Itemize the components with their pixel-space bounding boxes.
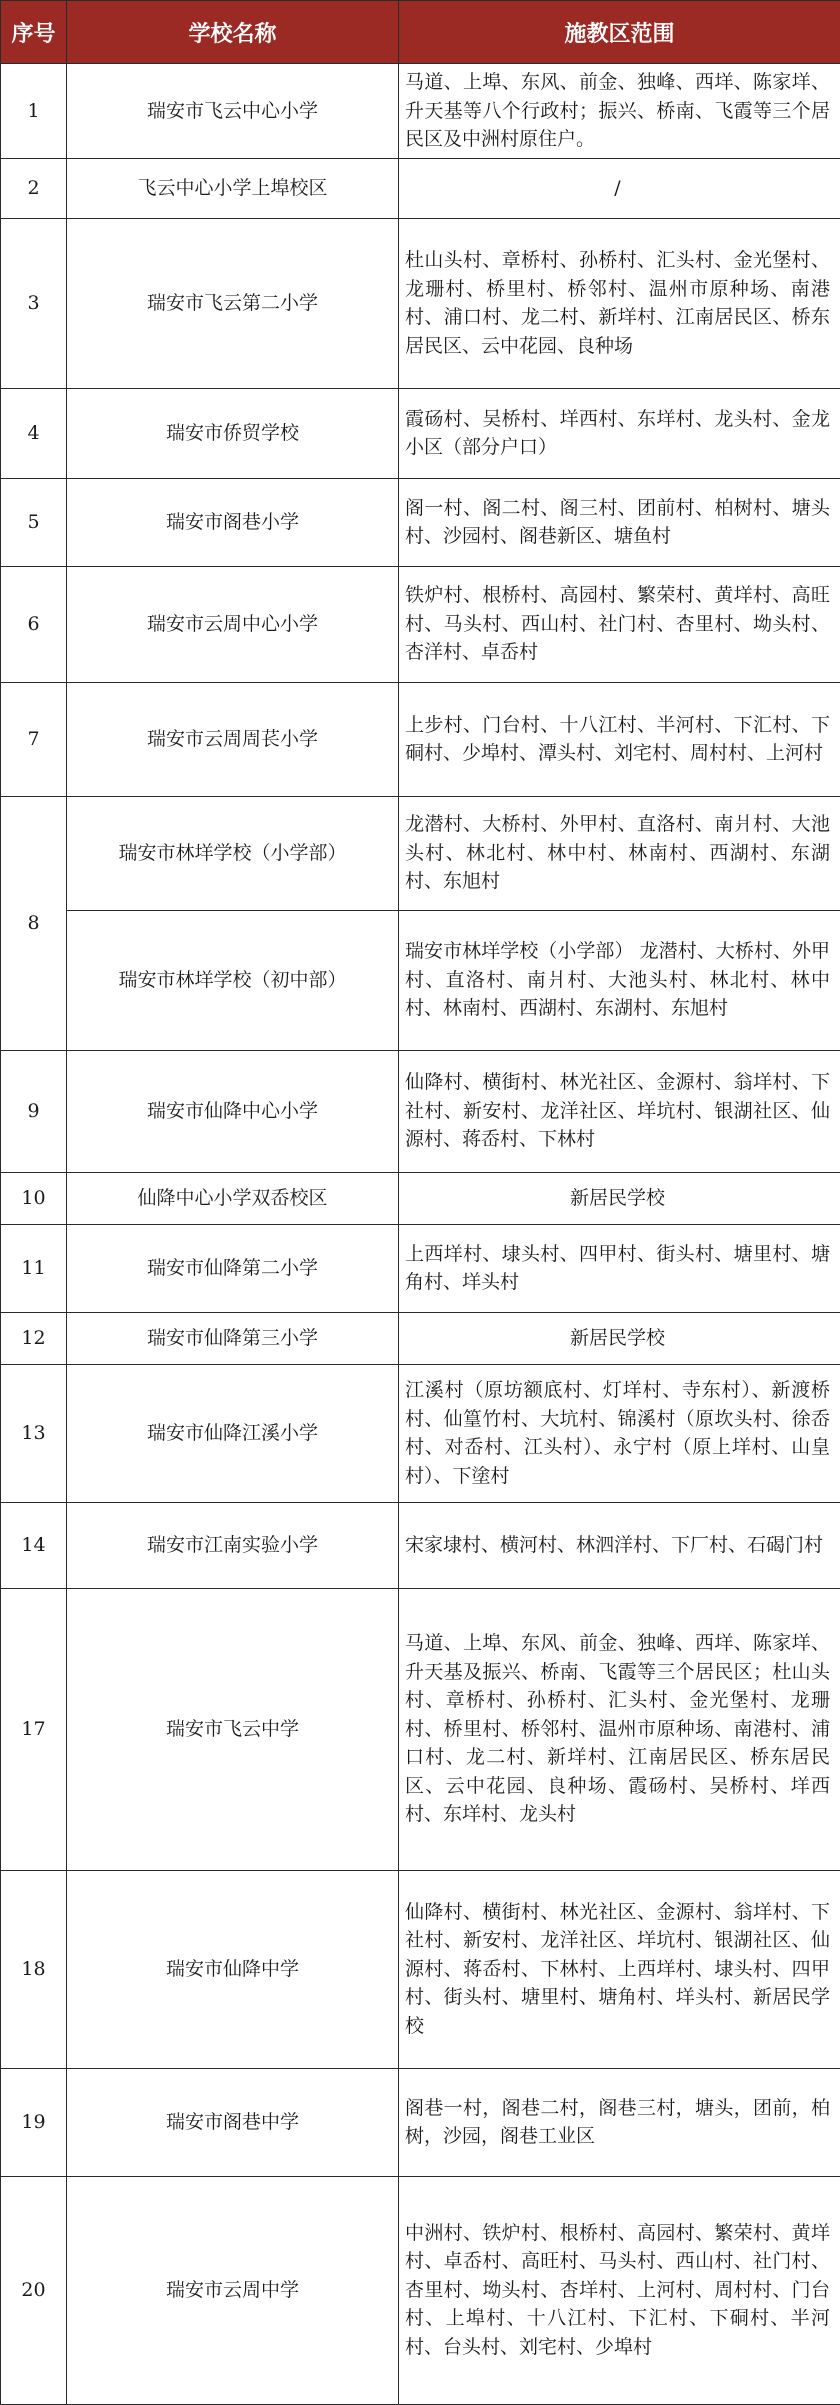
row-index: 2 xyxy=(1,158,67,218)
header-school-name: 学校名称 xyxy=(67,1,399,64)
row-school-name: 瑞安市云周周苌小学 xyxy=(67,682,399,796)
table-row xyxy=(1,64,840,159)
header-index: 序号 xyxy=(1,1,67,64)
table-row xyxy=(1,2068,840,2176)
table-row xyxy=(1,218,840,388)
row-school-name: 瑞安市云周中心小学 xyxy=(67,566,399,682)
row-district-area: 阁一村、阁二村、阁三村、团前村、柏树村、塘头村、沙园村、阁巷新区、塘鱼村 xyxy=(399,478,840,566)
row-district-area: 仙降村、横街村、林光社区、金源村、翁垟村、下社村、新安村、龙洋社区、垟坑村、银湖社区、仙源村、蒋岙村、下林村、上西垟村、埭头村、四甲村、街头村、塘里村、塘角村、垟头村、新居民学校 xyxy=(399,1870,840,2068)
row-district-area: 上步村、门台村、十八江村、半河村、下汇村、下硐村、少埠村、潭头村、刘宅村、周村村、上河村 xyxy=(399,682,840,796)
table-row xyxy=(1,388,840,478)
row-school-name: 瑞安市云周中学 xyxy=(67,2176,399,2404)
table-row xyxy=(1,1050,840,1172)
row-index: 19 xyxy=(1,2068,67,2176)
table-row xyxy=(1,2176,840,2404)
row-district-area: 马道、上埠、东风、前金、独峰、西垟、陈家垟、升天基等八个行政村；振兴、桥南、飞霞等三个居民区及中洲村原住户。 xyxy=(399,64,840,159)
table-row xyxy=(1,682,840,796)
row-school-name: 瑞安市飞云中学 xyxy=(67,1588,399,1870)
row-school-name: 瑞安市江南实验小学 xyxy=(67,1502,399,1588)
table-row xyxy=(1,1588,840,1870)
table-row xyxy=(1,1870,840,2068)
row-district-area: 江溪村（原坊额底村、灯垟村、寺东村）、新渡桥村、仙篁竹村、大坑村、锦溪村（原坎头村、徐岙村、对岙村、江头村）、永宁村（原上垟村、山皇村）、下塗村 xyxy=(399,1364,840,1502)
row-index: 17 xyxy=(1,1588,67,1870)
table-row xyxy=(1,566,840,682)
row-school-name: 瑞安市林垟学校（初中部） xyxy=(67,910,399,1050)
row-district-area: 瑞安市林垟学校（小学部） 龙潜村、大桥村、外甲村、直洛村、南爿村、大池头村、林北村、林中村、林南村、西湖村、东湖村、东旭村 xyxy=(399,910,840,1050)
row-index: 8 xyxy=(1,796,67,1050)
row-district-area: 仙降村、横街村、林光社区、金源村、翁垟村、下社村、新安村、龙洋社区、垟坑村、银湖社区、仙源村、蒋岙村、下林村 xyxy=(399,1050,840,1172)
row-school-name: 瑞安市仙降中心小学 xyxy=(67,1050,399,1172)
row-index: 3 xyxy=(1,218,67,388)
row-index: 12 xyxy=(1,1312,67,1364)
table-header-row xyxy=(1,1,840,64)
row-school-name: 瑞安市林垟学校（小学部） xyxy=(67,796,399,910)
row-school-name: 瑞安市阁巷小学 xyxy=(67,478,399,566)
header-district-area: 施教区范围 xyxy=(399,1,840,64)
row-school-name: 瑞安市侨贸学校 xyxy=(67,388,399,478)
row-index: 10 xyxy=(1,1172,67,1224)
row-index: 9 xyxy=(1,1050,67,1172)
row-index: 18 xyxy=(1,1870,67,2068)
row-school-name: 飞云中心小学上埠校区 xyxy=(67,158,399,218)
table-row xyxy=(1,1224,840,1312)
row-index: 1 xyxy=(1,64,67,159)
row-index: 11 xyxy=(1,1224,67,1312)
row-school-name: 瑞安市飞云中心小学 xyxy=(67,64,399,159)
table-row xyxy=(1,158,840,218)
table-row xyxy=(1,796,840,910)
row-index: 20 xyxy=(1,2176,67,2404)
row-district-area: 上西垟村、埭头村、四甲村、街头村、塘里村、塘角村、垟头村 xyxy=(399,1224,840,1312)
row-index: 13 xyxy=(1,1364,67,1502)
row-district-area: 铁炉村、根桥村、高园村、繁荣村、黄垟村、高旺村、马头村、西山村、社门村、杏里村、坳头村、杏洋村、卓岙村 xyxy=(399,566,840,682)
table-row xyxy=(1,1172,840,1224)
row-index: 7 xyxy=(1,682,67,796)
row-district-area: / xyxy=(399,158,840,218)
row-index: 14 xyxy=(1,1502,67,1588)
row-school-name: 瑞安市仙降江溪小学 xyxy=(67,1364,399,1502)
row-district-area: 阁巷一村，阁巷二村，阁巷三村，塘头，团前，柏树，沙园，阁巷工业区 xyxy=(399,2068,840,2176)
row-district-area: 马道、上埠、东风、前金、独峰、西垟、陈家垟、升天基及振兴、桥南、飞霞等三个居民区；杜山头村、章桥村、孙桥村、汇头村、金光堡村、龙珊村、桥里村、桥邻村、温州市原种场、南港村、浦口村、龙二村、新垟村、江南居民区、桥东居民区、云中花园、良种场、霞砀村、吴桥村、垟西村、东垟村、龙头村 xyxy=(399,1588,840,1870)
table-row xyxy=(1,1364,840,1502)
row-district-area: 新居民学校 xyxy=(399,1312,840,1364)
row-district-area: 杜山头村、章桥村、孙桥村、汇头村、金光堡村、龙珊村、桥里村、桥邻村、温州市原种场、南港村、浦口村、龙二村、新垟村、江南居民区、桥东居民区、云中花园、良种场 xyxy=(399,218,840,388)
row-district-area: 霞砀村、吴桥村、垟西村、东垟村、龙头村、金龙小区（部分户口） xyxy=(399,388,840,478)
row-school-name: 瑞安市飞云第二小学 xyxy=(67,218,399,388)
row-school-name: 瑞安市仙降第二小学 xyxy=(67,1224,399,1312)
row-index: 4 xyxy=(1,388,67,478)
table-row xyxy=(1,1312,840,1364)
row-school-name: 仙降中心小学双岙校区 xyxy=(67,1172,399,1224)
row-index: 5 xyxy=(1,478,67,566)
row-district-area: 龙潜村、大桥村、外甲村、直洛村、南爿村、大池头村、林北村、林中村、林南村、西湖村、东湖村、东旭村 xyxy=(399,796,840,910)
table-row xyxy=(1,910,840,1050)
row-school-name: 瑞安市仙降第三小学 xyxy=(67,1312,399,1364)
table-row xyxy=(1,1502,840,1588)
row-school-name: 瑞安市阁巷中学 xyxy=(67,2068,399,2176)
row-index: 6 xyxy=(1,566,67,682)
table-row xyxy=(1,478,840,566)
row-district-area: 中洲村、铁炉村、根桥村、高园村、繁荣村、黄垟村、卓岙村、高旺村、马头村、西山村、社门村、杏里村、坳头村、杏垟村、上河村、周村村、门台村、上埠村、十八江村、下汇村、下硐村、半河村、台头村、刘宅村、少埠村 xyxy=(399,2176,840,2404)
row-district-area: 新居民学校 xyxy=(399,1172,840,1224)
row-school-name: 瑞安市仙降中学 xyxy=(67,1870,399,2068)
row-district-area: 宋家埭村、横河村、林泗洋村、下厂村、石碣门村 xyxy=(399,1502,840,1588)
